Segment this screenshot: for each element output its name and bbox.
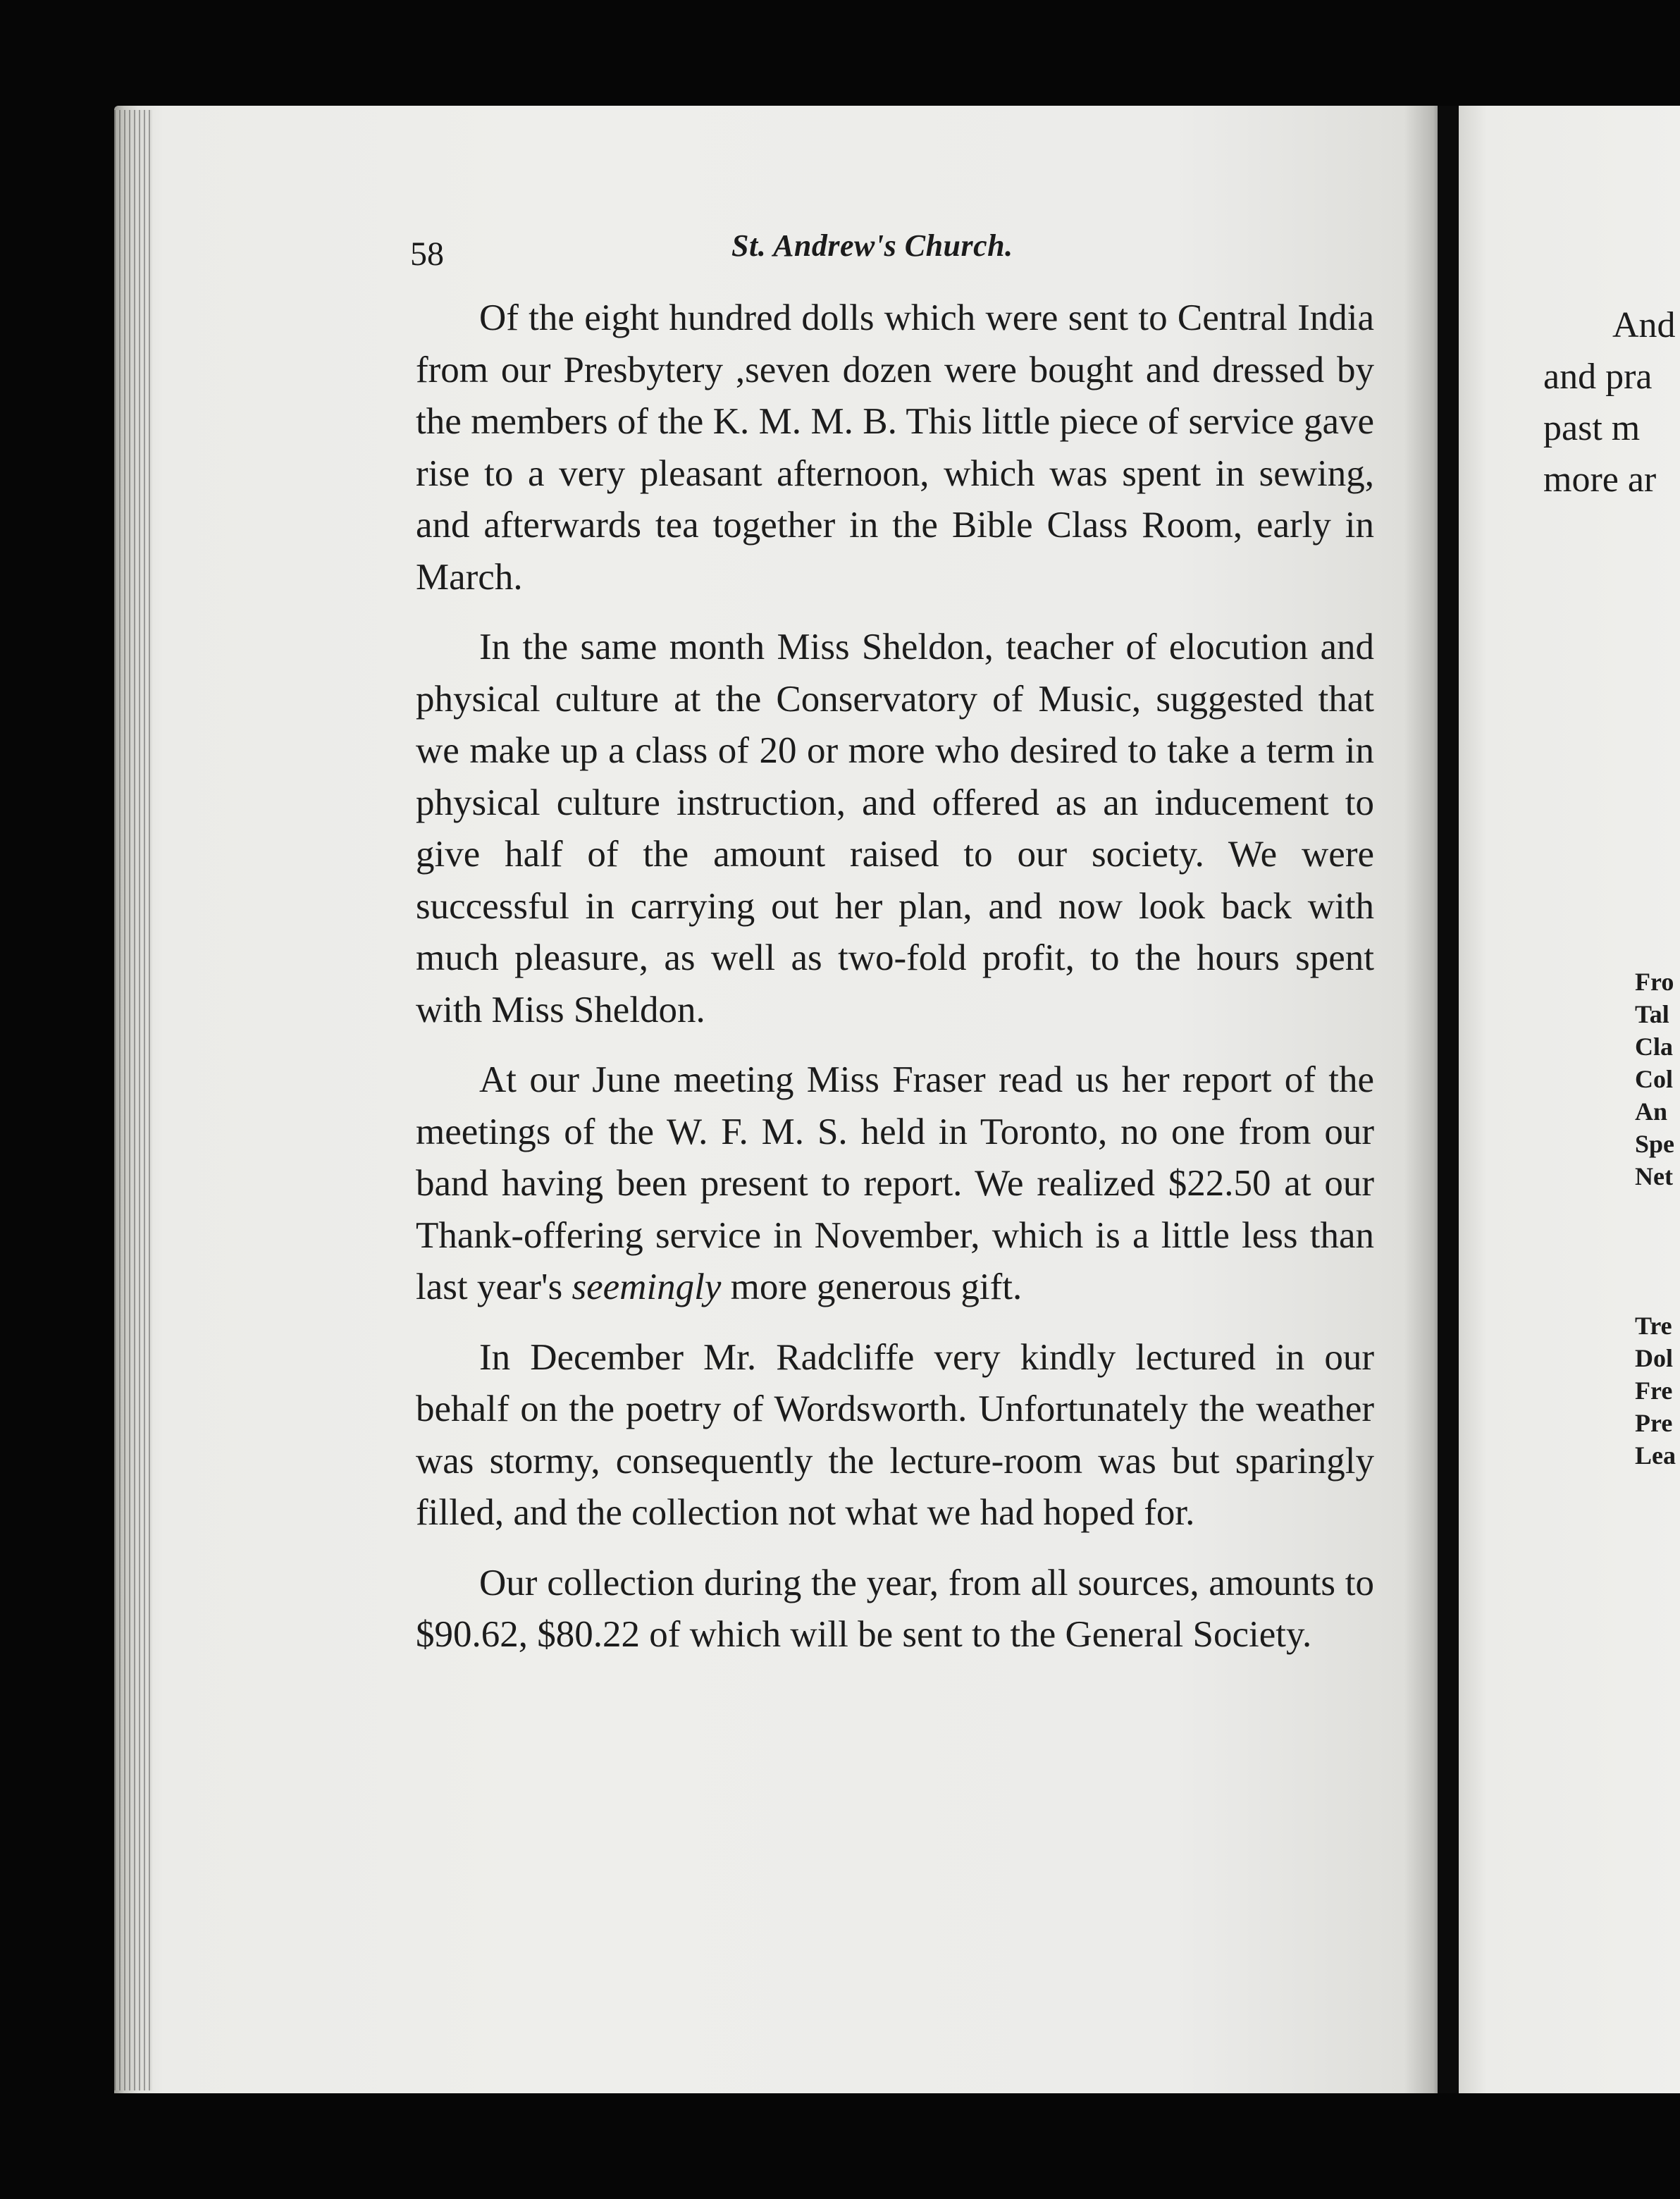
list-item: Pre: [1635, 1409, 1673, 1437]
paragraph: [416, 1558, 1374, 1661]
facing-line: and pra: [1543, 357, 1653, 397]
page-edge-shading: [114, 110, 152, 2090]
list-item: Col: [1635, 1065, 1673, 1093]
paragraph: [416, 292, 1374, 603]
list-item: Fre: [1635, 1376, 1673, 1405]
list-item: Tal: [1635, 1000, 1669, 1028]
list-item: Spe: [1635, 1130, 1675, 1158]
emphasis-text: seemingly: [572, 1267, 722, 1307]
book-gutter: [1438, 106, 1459, 2093]
facing-line: more ar: [1543, 460, 1657, 500]
facing-line: past m: [1543, 408, 1641, 448]
list-item: Lea: [1635, 1441, 1676, 1470]
list-item: Net: [1635, 1162, 1673, 1190]
paragraph-text: more generous gift.: [721, 1267, 1023, 1307]
list-item: Dol: [1635, 1344, 1673, 1372]
running-head: St. Andrew's Church.: [731, 228, 1013, 263]
paragraph: [416, 622, 1374, 1036]
paragraph-text: Our collection during the year, from all sources, amounts to $90.62, $80.22 of which will be sent to the General Society.: [416, 1562, 1374, 1655]
list-item: An: [1635, 1097, 1668, 1126]
facing-page-text: [1543, 300, 1680, 505]
body-text: [416, 292, 1374, 1661]
facing-page-list: [1635, 966, 1680, 1193]
paragraph: [416, 1332, 1374, 1539]
list-item: Tre: [1635, 1312, 1672, 1340]
list-item: Cla: [1635, 1033, 1673, 1061]
paragraph-text: In December Mr. Radcliffe very kindly lectured in our behalf on the poetry of Wordsworth. Unfortunately the weather was stormy, consequently the lecture-room was but sparingly filled, and the collection not what we had hoped for.: [416, 1336, 1374, 1533]
paragraph-text: Of the eight hundred dolls which were sent to Central India from our Presbytery ,seven dozen were bought and dressed by the members of the K. M. M. B. This little piece of service gave rise to a very pleasant afternoon, which was spent in sewing, and afterwards tea together in the Bible Class Room, early in March.: [416, 297, 1374, 598]
page-number: 58: [410, 235, 444, 273]
paragraph: [416, 1054, 1374, 1314]
paragraph-text: At our June meeting Miss Fraser read us her report of the meetings of the W. F. M. S. held in Toronto, no one from our band having been present to report. We realized $22.50 at our Thank-offering service in November, which is a little less than last year's: [416, 1059, 1374, 1307]
list-item: Fro: [1635, 968, 1674, 996]
facing-line: And: [1612, 305, 1676, 345]
facing-page-list: [1635, 1310, 1680, 1472]
paragraph-text: In the same month Miss Sheldon, teacher of elocution and physical culture at the Conservatory of Music, suggested that we make up a class of 20 or more who desired to take a term in physical culture instruction, and offered as an inducement to give half of the amount raised to our society. We were successful in carrying out her plan, and now look back with much pleasure, as well as two-fold profit, to the hours spent with Miss Sheldon.: [416, 627, 1374, 1030]
